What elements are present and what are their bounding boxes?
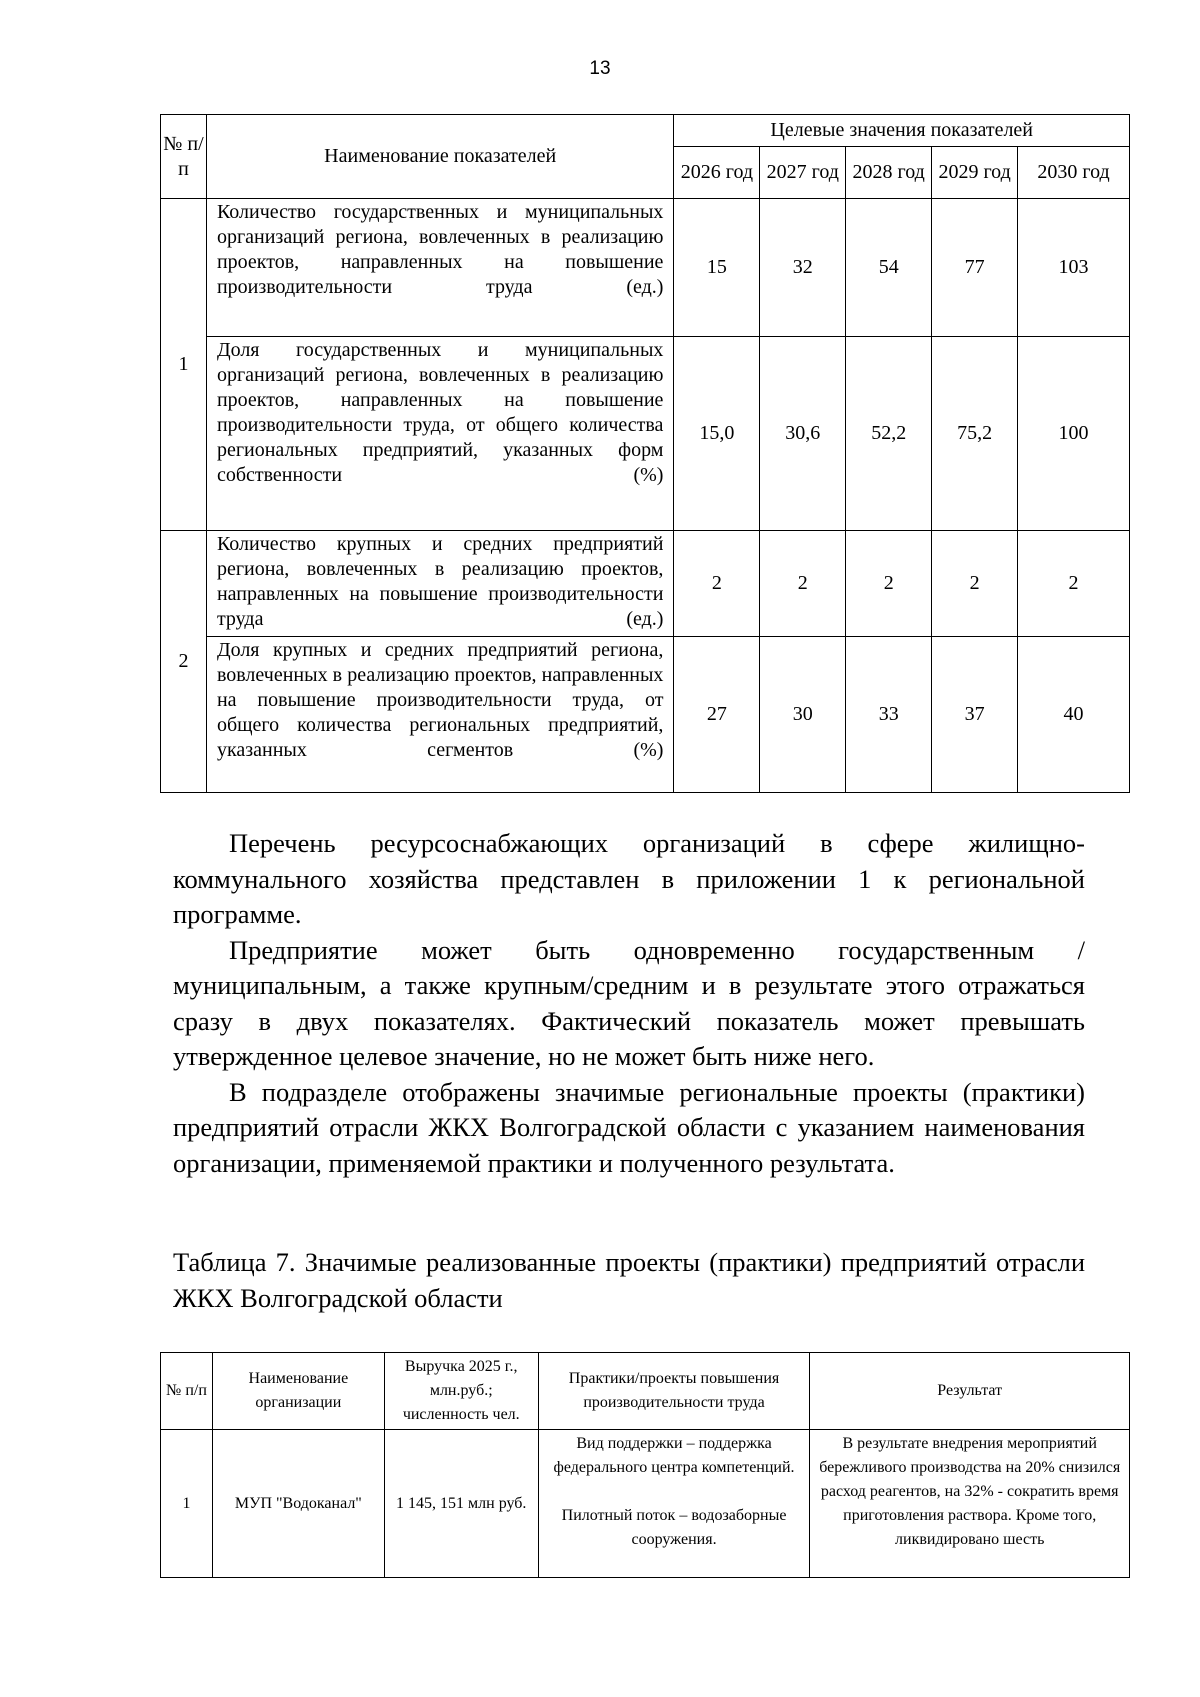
body-text [173, 826, 1085, 1181]
indicator-value: 32 [760, 199, 846, 337]
indicator-name: Количество крупных и средних предприятий региона, вовлеченных в реализацию проектов, направленных на повышение производительности труда (ед.) [206, 531, 674, 637]
header-year: 2029 год [932, 147, 1018, 199]
indicator-value: 2 [846, 531, 932, 637]
header-num: № п/п [161, 115, 207, 199]
indicator-value: 33 [846, 637, 932, 793]
header-target-values: Целевые значения показателей [674, 115, 1130, 147]
header-year: 2028 год [846, 147, 932, 199]
table-row [161, 337, 1130, 531]
header-year: 2026 год [674, 147, 760, 199]
header-num: № п/п [161, 1353, 213, 1430]
indicator-value: 30,6 [760, 337, 846, 531]
group-num: 1 [161, 199, 207, 531]
indicator-value: 2 [932, 531, 1018, 637]
practice-cell [538, 1430, 810, 1578]
org-name: МУП "Водоканал" [212, 1430, 384, 1578]
paragraph: Предприятие может быть одновременно государственным /муниципальным, а также крупным/средним и в результате этого отражаться сразу в двух показателях. Фактический показатель может превышать утвержденное целевое значение, но не может быть ниже него. [173, 934, 1085, 1071]
indicator-name: Количество государственных и муниципальных организаций региона, вовлеченных в реализацию проектов, направленных на повышение производительности труда (ед.) [206, 199, 674, 337]
paragraph: Перечень ресурсоснабжающих организаций в сфере жилищно-коммунального хозяйства представлен в приложении 1 к региональной программе. [173, 828, 1085, 929]
table-caption: Таблица 7. Значимые реализованные проекты (практики) предприятий отрасли ЖКХ Волгоградской области [173, 1247, 1085, 1313]
table-row [161, 1430, 1130, 1578]
target-indicators-table [160, 114, 1130, 793]
projects-table [160, 1352, 1130, 1578]
indicator-value: 54 [846, 199, 932, 337]
revenue-value: 1 145, 151 млн руб. [384, 1430, 538, 1578]
indicator-value: 27 [674, 637, 760, 793]
indicator-value: 2 [674, 531, 760, 637]
indicator-name: Доля крупных и средних предприятий региона, вовлеченных в реализацию проектов, направленных на повышение производительности труда, от общего количества региональных предприятий, указанных сегментов (%) [206, 637, 674, 793]
practice-text: Пилотный поток – водозаборные сооружения. [561, 1507, 787, 1548]
indicator-value: 52,2 [846, 337, 932, 531]
table-row [161, 637, 1130, 793]
group-num: 2 [161, 531, 207, 793]
row-num: 1 [161, 1430, 213, 1578]
indicator-value: 75,2 [932, 337, 1018, 531]
indicator-value: 2 [1018, 531, 1130, 637]
header-org: Наименование организации [212, 1353, 384, 1430]
indicator-value: 77 [932, 199, 1018, 337]
header-revenue: Выручка 2025 г., млн.руб.; численность чел. [384, 1353, 538, 1430]
indicator-value: 100 [1018, 337, 1130, 531]
header-result: Результат [810, 1353, 1130, 1430]
indicator-value: 40 [1018, 637, 1130, 793]
page-number: 13 [589, 58, 611, 79]
header-year: 2027 год [760, 147, 846, 199]
indicator-name: Доля государственных и муниципальных организаций региона, вовлеченных в реализацию проектов, направленных на повышение производительности труда, от общего количества региональных предприятий, указанных форм собственности (%) [206, 337, 674, 531]
indicator-value: 15,0 [674, 337, 760, 531]
indicator-value: 15 [674, 199, 760, 337]
practice-text: Вид поддержки – поддержка федерального центра компетенций. [553, 1435, 795, 1476]
indicator-value: 103 [1018, 199, 1130, 337]
header-practice: Практики/проекты повышения производительности труда [538, 1353, 810, 1430]
table-row [161, 531, 1130, 637]
indicator-value: 30 [760, 637, 846, 793]
result-text: В результате внедрения мероприятий бережливого производства на 20% снизился расход реагентов, на 32% - сократить время приготовления раствора. Кроме того, ликвидировано шесть [810, 1430, 1130, 1578]
header-indicator-name: Наименование показателей [206, 115, 674, 199]
table-row [161, 199, 1130, 337]
header-year: 2030 год [1018, 147, 1130, 199]
indicator-value: 37 [932, 637, 1018, 793]
paragraph: В подразделе отображены значимые региональные проекты (практики) предприятий отрасли ЖКХ Волгоградской области с указанием наименования организации, применяемой практики и полученного результата. [173, 1076, 1085, 1178]
indicator-value: 2 [760, 531, 846, 637]
